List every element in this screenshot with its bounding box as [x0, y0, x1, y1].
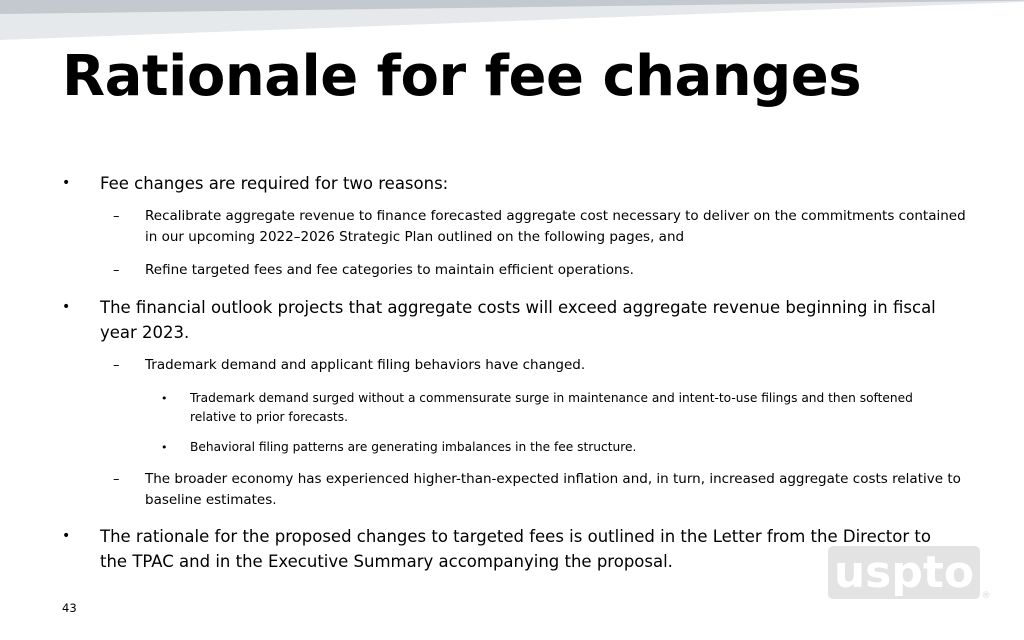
- bullet-text: The rationale for the proposed changes to targeted fees is outlined in the Letter from the Director to the TPAC and in the Executive Summary accompanying the proposal.: [100, 527, 931, 571]
- bullet-marker: •: [62, 299, 71, 315]
- bullet-text: Fee changes are required for two reasons:: [100, 174, 449, 193]
- bullet-level1-item: [62, 524, 962, 574]
- header-band: [0, 0, 1024, 40]
- bullet-text: Behavioral filing patterns are generating imbalances in the fee structure.: [190, 440, 637, 454]
- bullet-marker: •: [62, 175, 71, 191]
- bullet-text: The financial outlook projects that aggregate costs will exceed aggregate revenue beginning in fiscal year 2023.: [100, 298, 936, 342]
- bullet-level3-item: [161, 389, 961, 427]
- bullet-level3-item: [161, 438, 961, 457]
- bullet-level2-item: [113, 355, 973, 376]
- dash-marker: –: [113, 472, 120, 487]
- bullet-level1-item: [62, 171, 962, 196]
- bullet-level2-item: [113, 469, 973, 511]
- registered-mark: ®: [981, 591, 991, 601]
- bullet-text: Trademark demand surged without a commensurate surge in maintenance and intent-to-use filings and then softened relative to prior forecasts.: [190, 391, 913, 424]
- bullet-level1-item: [62, 295, 962, 345]
- bullet-marker: •: [161, 441, 168, 454]
- bullet-text: Refine targeted fees and fee categories to maintain efficient operations.: [145, 262, 634, 278]
- bullet-level2-item: [113, 206, 973, 248]
- dash-marker: –: [113, 358, 120, 373]
- bullet-text: The broader economy has experienced higher-than-expected inflation and, in turn, increased aggregate costs relative to baseline estimates.: [145, 471, 961, 508]
- bullet-text: Recalibrate aggregate revenue to finance forecasted aggregate cost necessary to deliver on the commitments contained in our upcoming 2022–2026 Strategic Plan outlined on the following pages, and: [145, 208, 966, 245]
- uspto-logo: [828, 544, 993, 604]
- dash-marker: –: [113, 209, 120, 224]
- dash-marker: –: [113, 263, 120, 278]
- slide-title: Rationale for fee changes: [62, 44, 862, 109]
- bullet-level2-item: [113, 260, 973, 281]
- logo-wordmark: uspto: [833, 547, 975, 598]
- page-number: 43: [62, 601, 77, 615]
- bullet-text: Trademark demand and applicant filing behaviors have changed.: [145, 357, 586, 373]
- bullet-marker: •: [62, 528, 71, 544]
- bullet-marker: •: [161, 392, 168, 405]
